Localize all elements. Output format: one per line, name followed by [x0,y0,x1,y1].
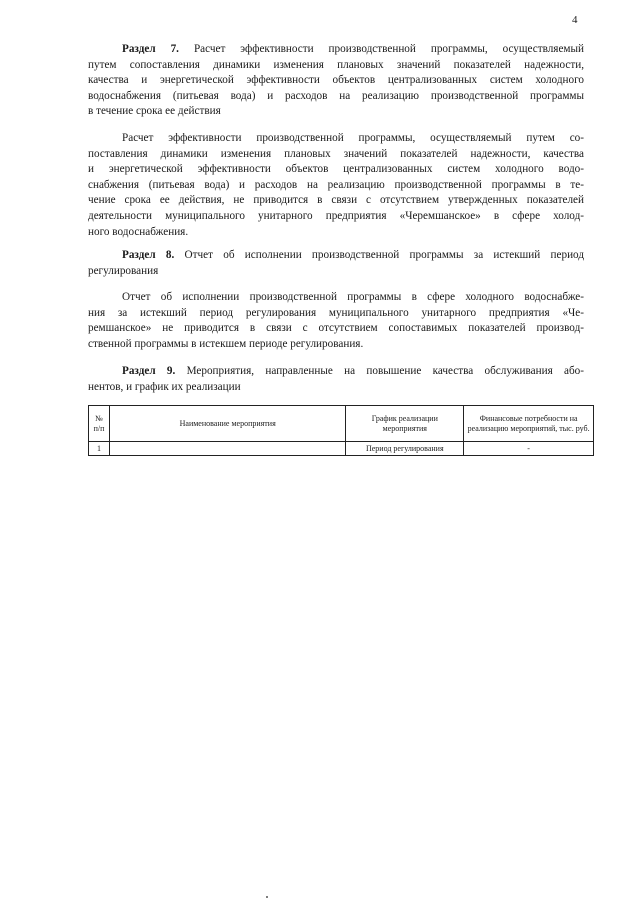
body-line: чение срока ее действия, не приводится в связи с отсутствием утвержденных показателей [88,194,584,207]
body-line: ремшанское» не приводится в связи с отсутствием сопоставимых показателей производ- [88,322,584,335]
heading-line: в течение срока ее действия [88,105,221,118]
section-8-body [88,290,584,352]
heading-line: регулирования [88,264,159,277]
header-finance: Финансовые потребности на реализацию мероприятий, тыс. руб. [464,406,594,442]
heading-line: качества и энергетической эффективности объектов централизованных систем холодного [88,74,584,87]
section-9-label: Раздел 9. [122,365,176,377]
heading-line: нентов, и график их реализации [88,380,241,393]
measures-table [88,405,594,456]
heading-line: Раздел 8. Отчет об исполнении производственной программы за истекший период [122,249,585,261]
cell-schedule: Период регулирования [346,442,464,456]
body-line: деятельности муниципального унитарного предприятия «Черемшанское» в сфере холод- [88,209,584,222]
body-line: Отчет об исполнении производственной программы в сфере холодного водоснабже- [122,291,584,303]
body-line: Расчет эффективности производственной программы, осуществляемый путем со- [122,132,584,144]
section-8-label: Раздел 8. [122,249,175,261]
body-line: снабжения (питьевая вода) и расходов на реализацию производственной программы в те- [88,178,584,191]
table-header-row [89,406,594,442]
header-num: № п/п [89,406,110,442]
section-9-heading [88,364,584,395]
cell-num: 1 [89,442,110,456]
body-line: ния за истекший период регулирования муниципального унитарного предприятия «Че- [88,306,584,319]
heading-line: Раздел 7. Расчет эффективности производственной программы, осуществляемый [122,43,584,55]
section-7-body [88,131,584,240]
table-row [89,442,594,456]
section-8-heading [88,248,584,279]
body-line: ственной программы в истекшем периоде регулирования. [88,337,364,350]
section-7-heading [88,42,584,120]
body-line: поставления динамики изменения плановых значений показателей надежности, качества [88,147,584,160]
cell-finance: - [464,442,594,456]
body-line: и энергетической эффективности объектов централизованных систем холодного водо- [88,163,584,176]
header-name: Наименование мероприятия [109,406,345,442]
body-line: ного водоснабжения. [88,225,189,238]
heading-line: путем сопоставления динамики изменения плановых значений показателей надежности, [88,58,584,71]
cell-name [109,442,345,456]
heading-line: водоснабжения (питьевая вода) и расходов на реализацию производственной программы [88,89,584,102]
page-number: 4 [572,14,578,26]
scan-speck [266,896,268,898]
section-7-label: Раздел 7. [122,43,179,55]
header-schedule: График реализации мероприятия [346,406,464,442]
heading-line: Раздел 9. Мероприятия, направленные на повышение качества обслуживания або- [122,365,584,377]
